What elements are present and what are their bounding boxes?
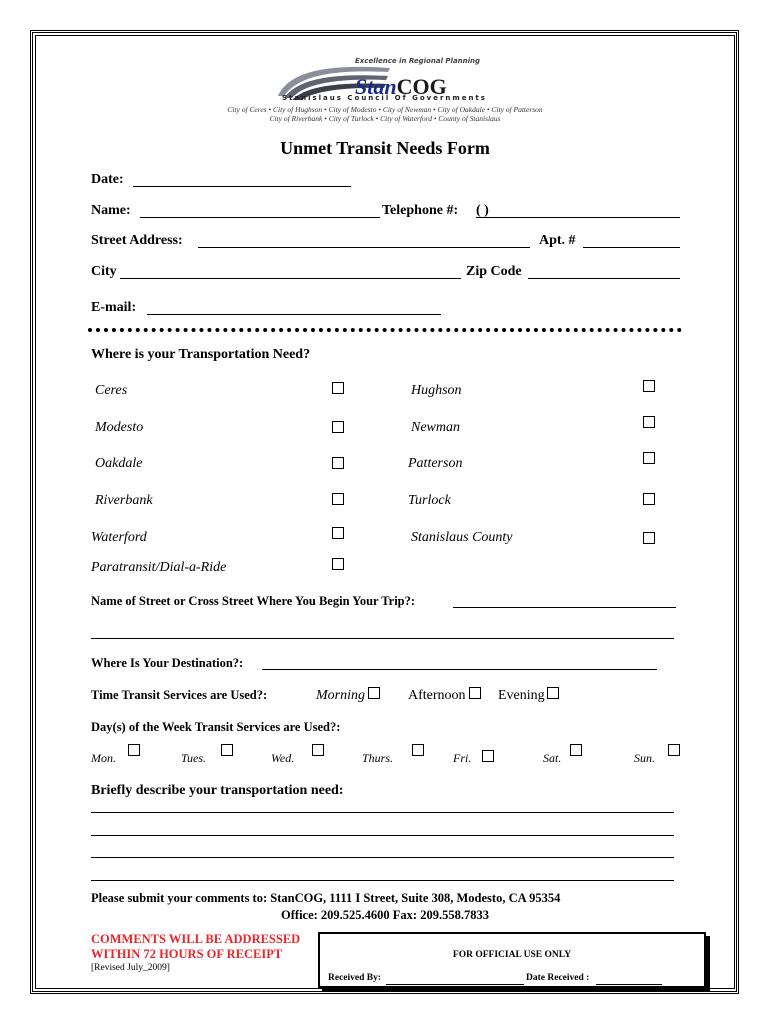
option-paratransit-checkbox[interactable] [332,558,344,570]
destination-field[interactable] [262,669,657,670]
received-by-label: Received By: [328,973,382,983]
time-used-label: Time Transit Services are Used?: [91,688,268,702]
section-divider [88,328,682,336]
date-received-field[interactable] [596,984,662,985]
option-ceres-checkbox[interactable] [332,382,344,394]
option-hughson-label: Hughson [411,383,462,398]
day-thurs-checkbox[interactable] [412,744,424,756]
time-afternoon-label: Afternoon [408,688,466,703]
email-label: E-mail: [91,300,137,315]
option-ceres-label: Ceres [95,383,128,398]
date-received-label: Date Received : [526,973,590,983]
official-use-box [318,932,706,988]
day-sun-label: Sun. [634,751,655,765]
telephone-area-code: ( ) [476,203,489,218]
trip-begin-label: Name of Street or Cross Street Where You Begin Your Trip?: [91,594,416,608]
name-label: Name: [91,203,131,218]
option-turlock-label: Turlock [408,493,451,508]
telephone-label: Telephone #: [382,203,459,218]
option-waterford-label: Waterford [91,530,147,545]
form-title: Unmet Transit Needs Form [280,138,490,158]
option-newman-checkbox[interactable] [643,416,655,428]
option-oakdale-checkbox[interactable] [332,457,344,469]
name-field[interactable] [140,217,380,218]
official-use-title: FOR OFFICIAL USE ONLY [452,950,572,960]
notice-line-2: WITHIN 72 HOURS OF RECEIPT [91,947,283,961]
day-mon-label: Mon. [91,751,116,765]
days-used-label: Day(s) of the Week Transit Services are Used?: [91,720,341,734]
trip-begin-field-2[interactable] [91,638,674,639]
apt-label: Apt. # [539,233,576,248]
option-patterson-label: Patterson [408,456,463,471]
apt-field[interactable] [583,247,680,248]
logo-cog: COG [396,74,447,99]
option-modesto-label: Modesto [95,420,144,435]
date-label: Date: [91,172,124,187]
email-field[interactable] [147,314,441,315]
option-riverbank-checkbox[interactable] [332,493,344,505]
time-afternoon-checkbox[interactable] [469,687,481,699]
option-hughson-checkbox[interactable] [643,380,655,392]
street-address-field[interactable] [198,247,530,248]
time-morning-checkbox[interactable] [368,687,380,699]
submit-instructions: Please submit your comments to: StanCOG, 1111 I Street, Suite 308, Modesto, CA 95354 [91,891,561,905]
revised-date: [Revised July_2009] [91,963,170,973]
describe-line-2[interactable] [91,835,674,836]
time-evening-label: Evening [498,688,545,703]
time-morning-label: Morning [316,688,365,703]
option-modesto-checkbox[interactable] [332,421,344,433]
describe-line-3[interactable] [91,857,674,858]
day-fri-checkbox[interactable] [482,750,494,762]
logo-stan: Stan [355,74,397,99]
option-turlock-checkbox[interactable] [643,493,655,505]
day-sun-checkbox[interactable] [668,744,680,756]
logo-subtitle: Stanislaus Council Of Governments [282,94,487,102]
day-thurs-label: Thurs. [362,751,394,765]
destination-label: Where Is Your Destination?: [91,656,244,670]
option-newman-label: Newman [411,420,460,435]
option-stanislaus-county-label: Stanislaus County [411,530,513,545]
date-field[interactable] [133,186,351,187]
page-border-inner [35,35,735,989]
day-sat-label: Sat. [543,751,562,765]
zip-code-label: Zip Code [466,264,522,279]
day-tues-label: Tues. [181,751,207,765]
office-contact: Office: 209.525.4600 Fax: 209.558.7833 [281,908,489,922]
day-wed-checkbox[interactable] [312,744,324,756]
option-patterson-checkbox[interactable] [643,452,655,464]
cities-line-1: City of Ceres • City of Hughson • City of Modesto • City of Newman • City of Oakdale • City of Patterson [227,105,543,114]
tagline: Excellence in Regional Planning [355,57,481,65]
option-riverbank-label: Riverbank [95,493,153,508]
day-sat-checkbox[interactable] [570,744,582,756]
describe-line-4[interactable] [91,880,674,881]
day-mon-checkbox[interactable] [128,744,140,756]
street-address-label: Street Address: [91,233,183,248]
day-wed-label: Wed. [271,751,295,765]
telephone-field[interactable] [476,217,680,218]
transportation-need-question: Where is your Transportation Need? [91,347,311,362]
describe-need-label: Briefly describe your transportation need: [91,783,344,798]
option-stanislaus-county-checkbox[interactable] [643,532,655,544]
option-paratransit-label: Paratransit/Dial-a-Ride [91,560,227,575]
received-by-field[interactable] [386,984,524,985]
describe-line-1[interactable] [91,812,674,813]
option-oakdale-label: Oakdale [95,456,143,471]
option-waterford-checkbox[interactable] [332,527,344,539]
time-evening-checkbox[interactable] [547,687,559,699]
trip-begin-field[interactable] [453,607,676,608]
city-label: City [91,264,117,279]
cities-line-2: City of Riverbank • City of Turlock • City of Waterford • County of Stanislaus [269,114,501,123]
zip-code-field[interactable] [528,278,680,279]
city-field[interactable] [120,278,461,279]
day-fri-label: Fri. [453,751,472,765]
day-tues-checkbox[interactable] [221,744,233,756]
notice-line-1: COMMENTS WILL BE ADDRESSED [91,932,301,946]
